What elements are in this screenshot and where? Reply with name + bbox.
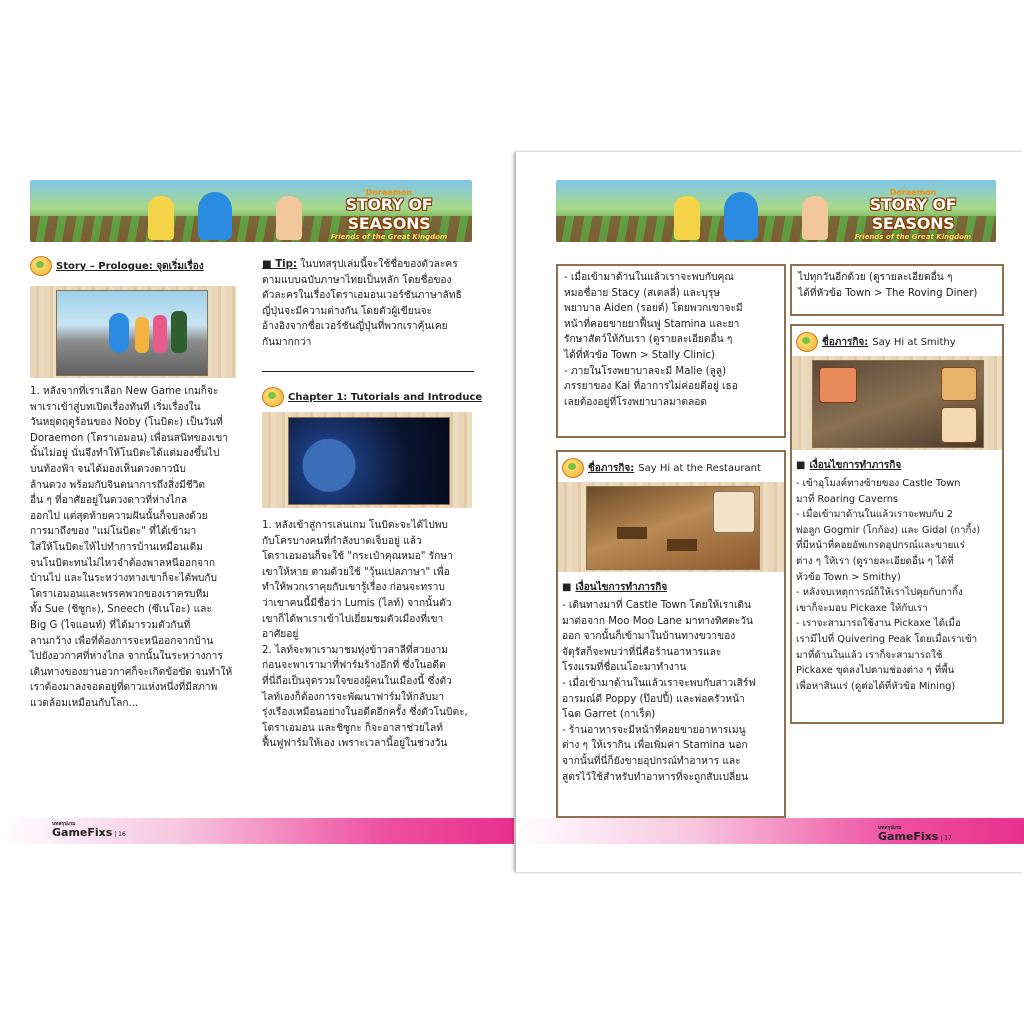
divider: [262, 371, 474, 372]
character-lumis: [802, 196, 828, 240]
hospital-info-box: [556, 264, 786, 438]
quest-steps-text: - เดินทางมาที่ Castle Town โดยให้เราเดิน มาต่อจาก Moo Moo Lane มาทางทิศตะวัน ออก จากนั้นก็เข้ามาในบ้านทางขวาของ จัตุรัสก็จะพบว่าที่นี่คือร้านอาหารและ โรงแรมที่ชื่อเนโอะมาทำงาน - เมื่อเข้ามาด้านในแล้วเราจะพบกับสาวเสิร์ฟ อารมณ์ดี Poppy (ป๊อปปี้) และพ่อครัวหน้า โฉด Garret (กาเร็ต) - ร้านอาหารจะมีหน้าที่คอยขายอาหารเมนู ต่าง ๆ ให้เรากิน เพื่อเพิ่มค่า Stamina นอก จากนั้นที่นี่ก็ยังขายอุปกรณ์ทำอาหาร และ สูตรไว้ใช้สำหรับทำอาหารที่จะถูกสับเปลี่ยน: [562, 600, 756, 783]
quest-title: ชื่อภารกิจ: Say Hi at the Restaurant: [562, 458, 761, 478]
logo-brand: Doraemon: [889, 188, 937, 197]
prologue-heading: Story – Prologue: จุดเริ่มเรื่อง: [30, 256, 204, 276]
character-lumis: [276, 196, 302, 240]
quest-box-smithy: [790, 324, 1004, 724]
game-logo: [838, 188, 988, 241]
wood-frame: [792, 356, 1002, 450]
quest-bulb-icon: [30, 256, 52, 276]
game-banner: [30, 180, 472, 242]
prologue-text: 1. หลังจากที่เราเลือก New Game เกมก็จะ พาเราเข้าสู่บทเปิดเรื่องทันที เริ่มเรื่องใน วันหยุดฤดูร้อนของ Noby (โนบิตะ) เป็นวันที่ Doraemon (โดราเอมอน) เพื่อนสนิทของเขา นั้นไม่อยู่ นั่นจึงทำให้โนบิตะได้แต่มองขึ้นไป บนท้องฟ้า จนได้มองเห็นดวงดาวนับ ล้านดวง พร้อมกับจินตนาการถึงสิ่งมีชีวิต อื่น ๆ ที่อาศัยอยู่ในดวงดาวที่ห่างไกล ออกไป แต่สุดท้ายความฝันนั้นก็จบลงด้วย การมาถึงของ "แม่โนบิตะ" ที่ได้เข้ามา ใส่ให้โนบิตะให้ไปทำการบ้านเหมือนเดิม จนโนบิตะทนไม่ไหวจำต้องพาลหนีออกจาก บ้านไป และในระหว่างทางเขาก็จะได้พบกับ โดราเอมอนและพรรคพวกของเราครบทีม ทั้ง Sue (ชิซูกะ), Sneech (ซึเนโอะ) และ Big G (ไจแอนท์) ที่ได้มารวมตัวกันที่ ลานกว้าง เพื่อที่ต้องการจะหนีออกจากบ้าน ไปยังอวกาศที่ห่างไกล จากนั้นในระหว่างการ เดินทางของยานอวกาศก็จะเกิดข้อขัด จนทำให้ เราต้องมาลงจอดอยู่ที่ดาวแห่งหนึ่งที่มีสภาพ แวดล้อมเหมือนกับโลก...: [30, 386, 233, 709]
chapter-heading: Chapter 1: Tutorials and Introduce: [262, 387, 482, 407]
tip-text: ในบทสรุปเล่มนี้จะใช้ชื่อของตัวละคร ตามแบบฉบับภาษาไทยเป็นหลัก โดยชื่อของ ตัวละครในเรื่องโดราเอมอนเวอร์ชันภาษาลัทธิ ญี่ปุ่นจะมีความต่างกัน โดยตัวผู้เขียนจะ อ้างอิงจากชื่อเวอร์ชันญี่ปุ่นที่พวกเราคุ้นเคย กันมากกว่า: [262, 259, 462, 348]
hospital-info-text: - เมื่อเข้ามาด้านในแล้วเราจะพบกับคุณ หมอชื่อาย Stacy (สเตลลี่) และบุรุษ พยาบาล Aiden (รอยด์) โดยพวกเขาจะมี หน้าที่คอยขายยาฟื้นฟู Stamina และยา รักษาสัตว์ให้กับเรา (ดูรายละเอียดอื่น ๆ ได้ที่หัวข้อ Town > Stally Clinic) - ภายในโรงพยาบาลจะมี Malie (ลูลู) ภรรยาของ Kai ที่อาการไม่ค่อยดีอยู่ เธอ เลยต้องอยู่ที่โรงพยาบาลมาตลอด: [564, 272, 743, 408]
page-number: 17: [944, 835, 952, 842]
character-sue: [674, 196, 700, 240]
footer-brand: บทสรุปเกม GameFixs | 16: [52, 821, 126, 839]
tip-text-block: [262, 257, 477, 351]
quest-name: Say Hi at the Restaurant: [638, 462, 761, 474]
quest-bulb-icon: [796, 332, 818, 352]
character-sue: [148, 196, 174, 240]
quest-bulb-icon: [562, 458, 584, 478]
logo-subtitle: Friends of the Great Kingdom: [330, 233, 448, 241]
smithy-screenshot: [812, 360, 984, 448]
quest-name: Say Hi at Smithy: [872, 336, 956, 348]
restaurant-screenshot: [586, 486, 760, 570]
game-logo: [314, 188, 464, 241]
quest-condition-heading: ■ เงื่อนไขการทำภารกิจ: [796, 460, 902, 471]
diner-info-text: ไปทุกวันอีกด้วย (ดูรายละเอียดอื่น ๆ ได้ที่หัวข้อ Town > The Roving Diner): [798, 272, 978, 299]
footer-brand: บทสรุปเกม GameFixs | 17: [878, 825, 952, 843]
logo-brand: Doraemon: [365, 188, 413, 197]
left-page: [0, 152, 514, 872]
prologue-screenshot: [56, 290, 208, 376]
wood-frame: [262, 412, 472, 508]
wood-frame: [558, 482, 784, 572]
quest-title: ชื่อภารกิจ: Say Hi at Smithy: [796, 332, 956, 352]
right-page: [516, 152, 1024, 872]
quest-box-restaurant: [556, 450, 786, 818]
quest-bulb-icon: [262, 387, 284, 407]
tip-label: ■ Tip:: [262, 259, 297, 270]
chapter-text: 1. หลังเข้าสู่การเล่นเกม โนบิตะจะได้ไปพบ กับโครบางคนที่กำลังบาดเจ็บอยู่ แล้ว โดราเอมอนก็จะใช้ "กระเป๋าคุณหมอ" รักษา เขาให้หาย ตามด้วยใช้ "วุ้นแปลภาษา" เพื่อ ทำให้พวกเราคุยกับเขารู้เรื่อง ก่อนจะทราบ ว่าเขาคนนี้มีชื่อว่า Lumis (ไลท์) จากนั้นตัว เขาก็ได้พาเราเข้าไปเยี่ยมชมตัวเมืองที่เขา อาศัยอยู่ 2. ไลท์จะพาเรามาชมทุ่งข้าวสาลีที่สวยงาม ก่อนจะพาเรามาที่ฟาร์มร้างอีกที่ ซึ่งในอดีต ที่นี่ถือเป็นจุดรวมใจของผู้คนในเมืองนี้ ซึ่งตัว ไลท์เองก็ต้องการจะพัฒนาฟาร์มให้กลับมา รุ่งเรืองเหมือนอย่างในอดีตอีกครั้ง ซึ่งตัวโนบิตะ, โดราเอมอน และชิซูกะ ก็จะอาสาช่วยไลท์ ฟื้นฟูฟาร์มให้เอง เพราะเวลานี้อยู่ในช่วงวัน: [262, 520, 468, 750]
game-banner: [556, 180, 996, 242]
logo-title: STORY OF SEASONS: [869, 195, 957, 233]
quest-condition-heading: ■ เงื่อนไขการทำภารกิจ: [562, 582, 668, 593]
quest-steps-text: - เข้าอุโมงค์ทางซ้ายของ Castle Town มาที่ Roaring Caverns - เมื่อเข้ามาด้านในแล้วเราจะพบกับ 2 พ่อลูก Gogmir (โกก้อง) และ Gidal (กากิ้ง) ที่มีหน้าที่คอยอัพเกรดอุปกรณ์และขายแร่ ต่าง ๆ ให้เรา (ดูรายละเอียดอื่น ๆ ได้ที่ หัวข้อ Town > Smithy) - หลังจบเหตุการณ์ก็ให้เราไปคุยกับกากิ้ง เขาก็จะมอบ Pickaxe ให้กับเรา - เราจะสามารถใช้งาน Pickaxe ได้เมื่อ เรามีไปที่ Quivering Peak โดยเมื่อเราเข้า มาที่ด้านในแล้ว เราก็จะสามารถใช้ Pickaxe ขุดลงไปตามช่องต่าง ๆ ที่พื้น เพื่อหาสินแร่ (ดูต่อได้ที่หัวข้อ Mining): [796, 478, 981, 692]
logo-subtitle: Friends of the Great Kingdom: [854, 233, 972, 241]
planet-screenshot: [288, 417, 450, 505]
character-doraemon: [724, 192, 758, 240]
diner-info-box: [790, 264, 1004, 316]
logo-title: STORY OF SEASONS: [345, 195, 433, 233]
wood-frame: [30, 286, 236, 378]
page-number: 16: [118, 831, 126, 838]
character-doraemon: [198, 192, 232, 240]
